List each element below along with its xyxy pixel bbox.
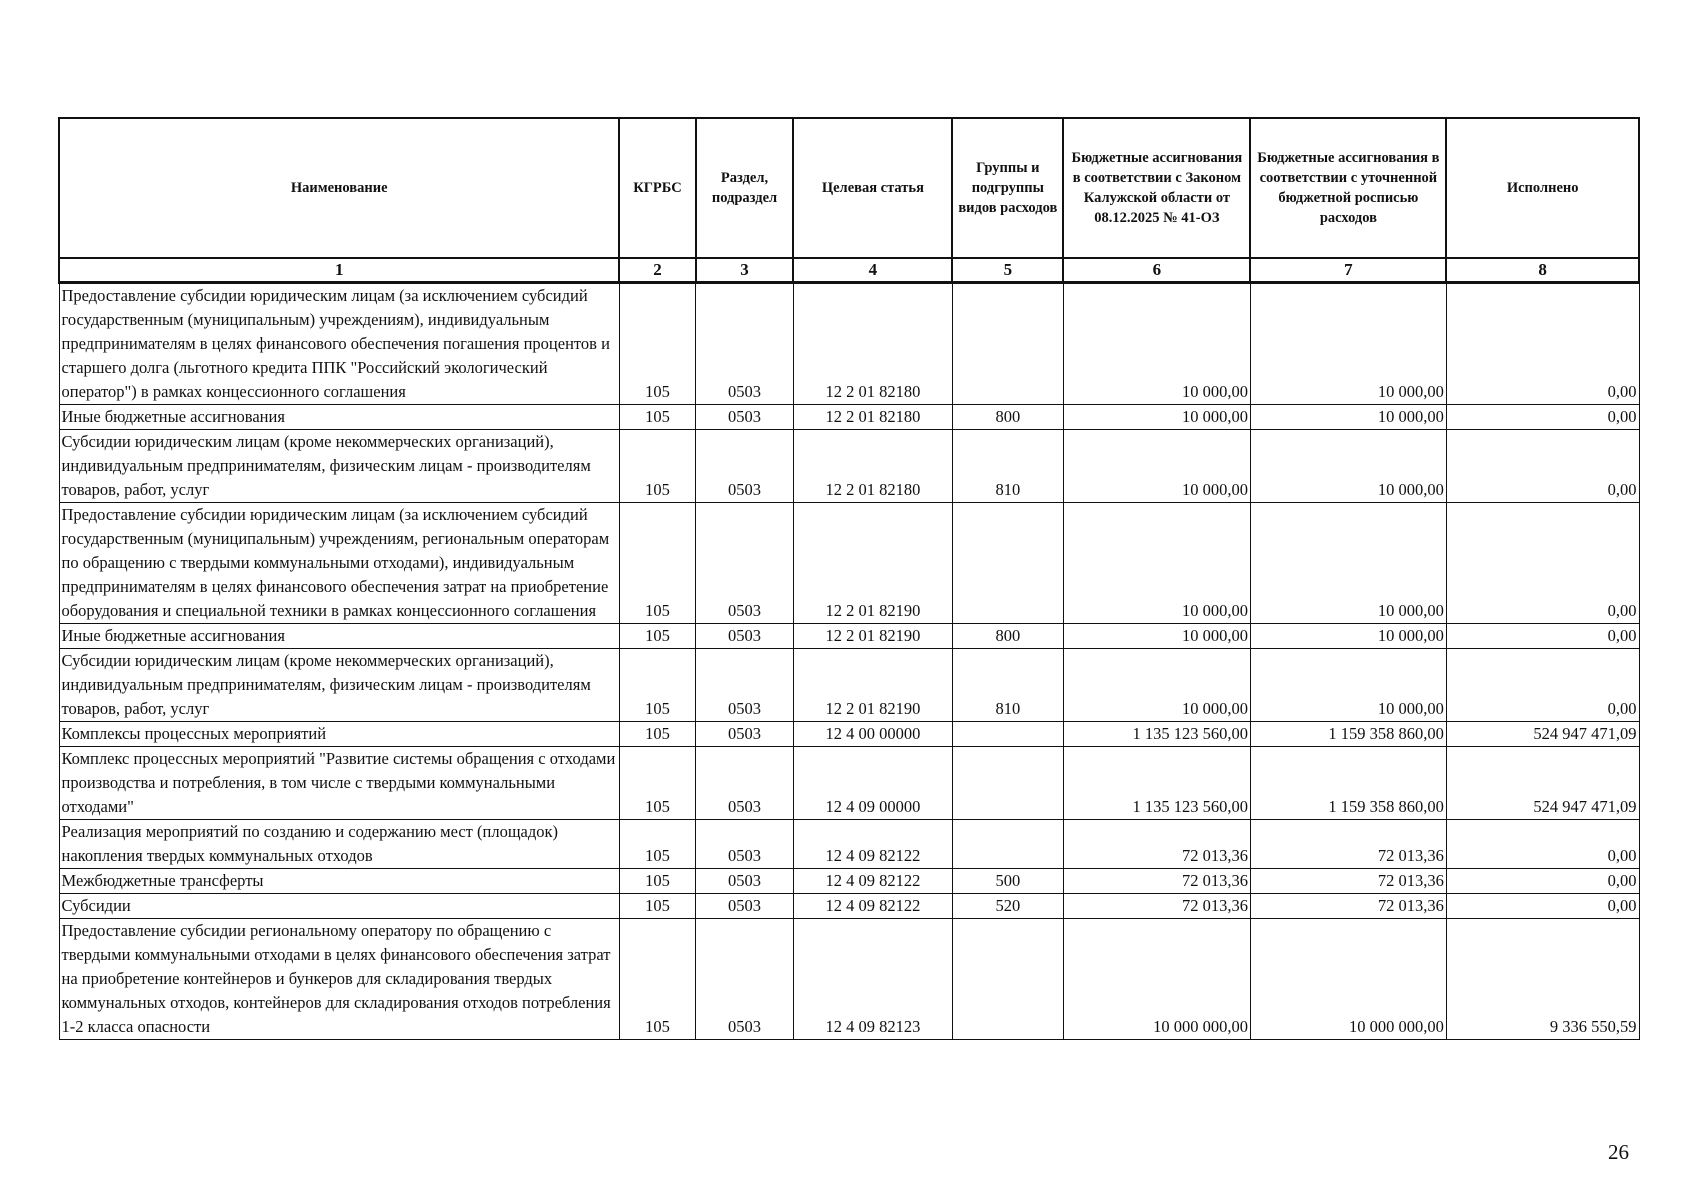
row-executed-amount-cell: 0,00 [1446, 649, 1639, 722]
table-row [59, 722, 1639, 747]
column-number: 6 [1063, 258, 1250, 283]
row-target-cell: 12 2 01 82180 [793, 283, 952, 405]
row-refined-amount-cell: 1 159 358 860,00 [1250, 747, 1446, 820]
table-row [59, 747, 1639, 820]
row-law-amount-cell: 72 013,36 [1063, 894, 1250, 919]
column-number: 8 [1446, 258, 1639, 283]
header-kgrbs: КГРБС [619, 118, 695, 258]
row-law-amount-cell: 10 000,00 [1063, 649, 1250, 722]
row-name-cell: Иные бюджетные ассигнования [59, 624, 619, 649]
row-name-cell: Комплексы процессных мероприятий [59, 722, 619, 747]
row-law-amount-cell: 10 000,00 [1063, 503, 1250, 624]
row-executed-amount-cell: 0,00 [1446, 430, 1639, 503]
row-target-cell: 12 2 01 82180 [793, 430, 952, 503]
row-group-cell: 800 [952, 624, 1063, 649]
row-law-amount-cell: 1 135 123 560,00 [1063, 747, 1250, 820]
row-name-cell: Комплекс процессных мероприятий "Развитие системы обращения с отходами производства и потребления, в том числе с твердыми коммунальными отходами" [59, 747, 619, 820]
row-kgrbs-cell: 105 [619, 722, 695, 747]
row-group-cell [952, 503, 1063, 624]
row-law-amount-cell: 10 000,00 [1063, 283, 1250, 405]
row-refined-amount-cell: 10 000,00 [1250, 405, 1446, 430]
page-number: 26 [1608, 1140, 1629, 1164]
row-target-cell: 12 4 09 82123 [793, 919, 952, 1040]
row-group-cell: 810 [952, 430, 1063, 503]
row-section-cell: 0503 [696, 624, 794, 649]
row-kgrbs-cell: 105 [619, 820, 695, 869]
row-target-cell: 12 4 09 00000 [793, 747, 952, 820]
row-refined-amount-cell: 10 000 000,00 [1250, 919, 1446, 1040]
header-target: Целевая статья [793, 118, 952, 258]
row-name-cell: Субсидии юридическим лицам (кроме некоммерческих организаций), индивидуальным предпринимателям, физическим лицам - производителям товаров, работ, услуг [59, 649, 619, 722]
column-number: 4 [793, 258, 952, 283]
row-executed-amount-cell: 0,00 [1446, 624, 1639, 649]
row-name-cell: Реализация мероприятий по созданию и содержанию мест (площадок) накопления твердых коммунальных отходов [59, 820, 619, 869]
row-executed-amount-cell: 0,00 [1446, 820, 1639, 869]
row-target-cell: 12 2 01 82190 [793, 503, 952, 624]
row-section-cell: 0503 [696, 722, 794, 747]
row-refined-amount-cell: 72 013,36 [1250, 820, 1446, 869]
row-group-cell [952, 722, 1063, 747]
row-kgrbs-cell: 105 [619, 430, 695, 503]
row-kgrbs-cell: 105 [619, 919, 695, 1040]
header-executed: Исполнено [1446, 118, 1639, 258]
row-section-cell: 0503 [696, 283, 794, 405]
row-section-cell: 0503 [696, 894, 794, 919]
row-kgrbs-cell: 105 [619, 503, 695, 624]
row-target-cell: 12 4 09 82122 [793, 869, 952, 894]
row-refined-amount-cell: 72 013,36 [1250, 894, 1446, 919]
row-law-amount-cell: 10 000,00 [1063, 624, 1250, 649]
row-executed-amount-cell: 9 336 550,59 [1446, 919, 1639, 1040]
row-target-cell: 12 2 01 82180 [793, 405, 952, 430]
row-target-cell: 12 4 00 00000 [793, 722, 952, 747]
row-kgrbs-cell: 105 [619, 649, 695, 722]
row-refined-amount-cell: 72 013,36 [1250, 869, 1446, 894]
row-law-amount-cell: 72 013,36 [1063, 820, 1250, 869]
row-kgrbs-cell: 105 [619, 283, 695, 405]
header-refined: Бюджетные ассигнования в соответствии с уточненной бюджетной росписью расходов [1250, 118, 1446, 258]
row-name-cell: Предоставление субсидии региональному оператору по обращению с твердыми коммунальными отходами в целях финансового обеспечения затрат на приобретение контейнеров и бункеров для складирования твердых коммунальных отходов, контейнеров для складирования отходов потребления 1-2 класса опасности [59, 919, 619, 1040]
row-refined-amount-cell: 10 000,00 [1250, 283, 1446, 405]
column-number: 3 [696, 258, 794, 283]
row-refined-amount-cell: 10 000,00 [1250, 649, 1446, 722]
header-law: Бюджетные ассигнования в соответствии с Законом Калужской области от 08.12.2025 № 41-ОЗ [1063, 118, 1250, 258]
row-law-amount-cell: 10 000,00 [1063, 405, 1250, 430]
row-group-cell: 520 [952, 894, 1063, 919]
row-group-cell [952, 747, 1063, 820]
row-kgrbs-cell: 105 [619, 894, 695, 919]
row-target-cell: 12 4 09 82122 [793, 894, 952, 919]
row-section-cell: 0503 [696, 503, 794, 624]
row-section-cell: 0503 [696, 405, 794, 430]
row-name-cell: Межбюджетные трансферты [59, 869, 619, 894]
table-row [59, 894, 1639, 919]
row-kgrbs-cell: 105 [619, 624, 695, 649]
row-name-cell: Предоставление субсидии юридическим лицам (за исключением субсидий государственным (муниципальным) учреждениям, региональным операторам по обращению с твердыми коммунальными отходами), индивидуальным предпринимателям в целях финансового обеспечения затрат на приобретение оборудования и специальной техники в рамках концессионного соглашения [59, 503, 619, 624]
row-name-cell: Субсидии юридическим лицам (кроме некоммерческих организаций), индивидуальным предпринимателям, физическим лицам - производителям товаров, работ, услуг [59, 430, 619, 503]
budget-table [58, 117, 1640, 1040]
row-kgrbs-cell: 105 [619, 405, 695, 430]
row-executed-amount-cell: 0,00 [1446, 503, 1639, 624]
row-executed-amount-cell: 0,00 [1446, 894, 1639, 919]
header-groups: Группы и подгруппы видов расходов [952, 118, 1063, 258]
row-executed-amount-cell: 524 947 471,09 [1446, 722, 1639, 747]
table-body [59, 283, 1639, 1040]
row-name-cell: Иные бюджетные ассигнования [59, 405, 619, 430]
row-section-cell: 0503 [696, 747, 794, 820]
row-group-cell: 800 [952, 405, 1063, 430]
row-refined-amount-cell: 10 000,00 [1250, 430, 1446, 503]
row-group-cell: 500 [952, 869, 1063, 894]
row-group-cell [952, 820, 1063, 869]
table-row [59, 283, 1639, 405]
row-executed-amount-cell: 0,00 [1446, 405, 1639, 430]
table-row [59, 869, 1639, 894]
table-row [59, 919, 1639, 1040]
row-refined-amount-cell: 10 000,00 [1250, 503, 1446, 624]
row-name-cell: Субсидии [59, 894, 619, 919]
header-section: Раздел, подраздел [696, 118, 794, 258]
column-number: 2 [619, 258, 695, 283]
header-name: Наименование [59, 118, 619, 258]
column-number: 7 [1250, 258, 1446, 283]
row-target-cell: 12 2 01 82190 [793, 649, 952, 722]
row-law-amount-cell: 10 000,00 [1063, 430, 1250, 503]
row-target-cell: 12 2 01 82190 [793, 624, 952, 649]
table-row [59, 405, 1639, 430]
row-law-amount-cell: 1 135 123 560,00 [1063, 722, 1250, 747]
row-group-cell [952, 283, 1063, 405]
table-row [59, 649, 1639, 722]
row-name-cell: Предоставление субсидии юридическим лицам (за исключением субсидий государственным (муниципальным) учреждениям), индивидуальным предпринимателям в целях финансового обеспечения погашения процентов и старшего долга (льготного кредита ППК "Российский экологический оператор") в рамках концессионного соглашения [59, 283, 619, 405]
row-section-cell: 0503 [696, 430, 794, 503]
row-law-amount-cell: 10 000 000,00 [1063, 919, 1250, 1040]
row-kgrbs-cell: 105 [619, 747, 695, 820]
row-target-cell: 12 4 09 82122 [793, 820, 952, 869]
row-kgrbs-cell: 105 [619, 869, 695, 894]
table-row [59, 503, 1639, 624]
row-section-cell: 0503 [696, 820, 794, 869]
table-row [59, 624, 1639, 649]
row-refined-amount-cell: 10 000,00 [1250, 624, 1446, 649]
column-number: 5 [952, 258, 1063, 283]
row-section-cell: 0503 [696, 919, 794, 1040]
row-law-amount-cell: 72 013,36 [1063, 869, 1250, 894]
row-section-cell: 0503 [696, 649, 794, 722]
table-row [59, 820, 1639, 869]
row-executed-amount-cell: 524 947 471,09 [1446, 747, 1639, 820]
row-refined-amount-cell: 1 159 358 860,00 [1250, 722, 1446, 747]
row-executed-amount-cell: 0,00 [1446, 869, 1639, 894]
row-group-cell [952, 919, 1063, 1040]
row-section-cell: 0503 [696, 869, 794, 894]
row-executed-amount-cell: 0,00 [1446, 283, 1639, 405]
column-number: 1 [59, 258, 619, 283]
row-group-cell: 810 [952, 649, 1063, 722]
table-row [59, 430, 1639, 503]
